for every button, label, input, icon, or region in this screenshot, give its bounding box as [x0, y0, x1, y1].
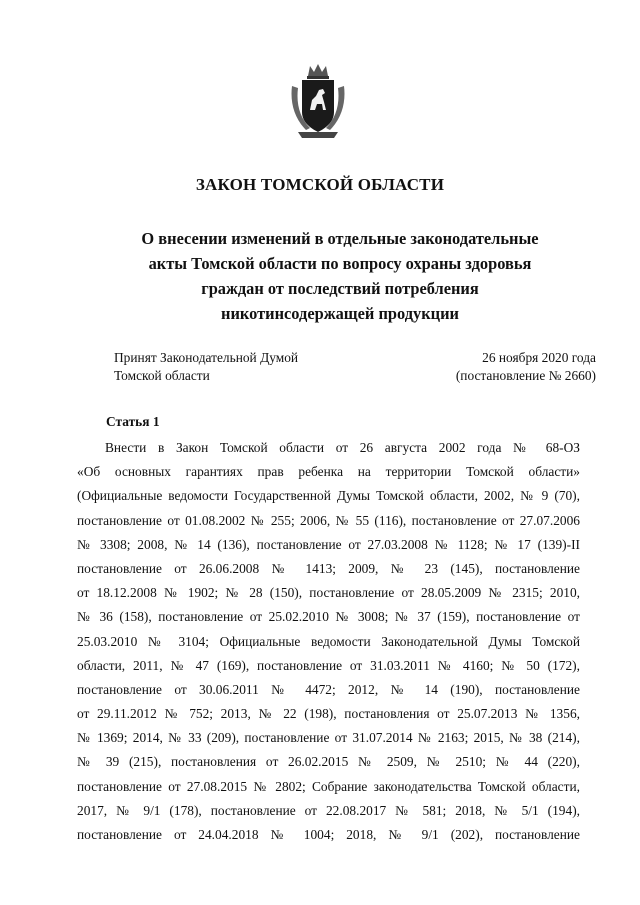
adopted-by-line: Принят Законодательной Думой	[114, 350, 299, 365]
article-line: «Об основных гарантиях прав ребенка на территории Томской области»	[77, 464, 580, 480]
article-line: постановление от 26.06.2008 № 1413; 2009, № 23 (145), постановление	[77, 560, 580, 576]
article-line: № 1369; 2014, № 33 (209), постановление от 31.07.2014 № 2163; 2015, № 38 (214),	[77, 730, 580, 746]
article-line: области, 2011, № 47 (169), постановление от 31.03.2011 № 4160; № 50 (172),	[77, 657, 580, 673]
article-line: (Официальные ведомости Государственной Думы Томской области, 2002, № 9 (70),	[77, 488, 580, 504]
adoption-date	[420, 349, 596, 385]
subject-line: граждан от последствий потребления	[201, 279, 479, 298]
article-line: № 3308; 2008, № 14 (136), постановление от 27.03.2008 № 1128; № 17 (139)-II	[77, 536, 580, 552]
subject-line: О внесении изменений в отдельные законодательные	[141, 229, 539, 248]
subject-line: акты Томской области по вопросу охраны здоровья	[148, 254, 532, 273]
article-line: постановление от 24.04.2018 № 1004; 2018, № 9/1 (202), постановление	[77, 827, 580, 842]
resolution-number: (постановление № 2660)	[455, 368, 596, 383]
law-subject	[90, 226, 590, 326]
article-line: от 18.12.2008 № 1902; № 28 (150), постановление от 28.05.2009 № 2315; 2010,	[77, 585, 580, 601]
tomsk-coat-of-arms-icon	[288, 62, 348, 140]
adoption-date-line: 26 ноября 2020 года	[482, 350, 596, 365]
article-line: Внести в Закон Томской области от 26 августа 2002 года № 68-ОЗ	[105, 440, 580, 455]
adopted-by	[114, 349, 298, 385]
article-line: 25.03.2010 № 3104; Официальные ведомости Законодательной Думы Томской	[77, 633, 580, 649]
subject-line: никотинсодержащей продукции	[221, 304, 459, 323]
article-heading: Статья 1	[106, 414, 160, 429]
article-body	[77, 436, 580, 847]
article-line: № 39 (215), постановления от 26.02.2015 № 2509, № 2510; № 44 (220),	[77, 754, 580, 770]
article-line: постановление от 30.06.2011 № 4472; 2012, № 14 (190), постановление	[77, 681, 580, 697]
article-line: от 29.11.2012 № 752; 2013, № 22 (198), постановления от 25.07.2013 № 1356,	[77, 706, 580, 722]
article-line: № 36 (158), постановление от 25.02.2010 № 3008; № 37 (159), постановление от	[77, 609, 580, 625]
article-line: постановление от 01.08.2002 № 255; 2006, № 55 (116), постановление от 27.07.2006	[77, 512, 580, 528]
adopted-by-line: Томской области	[114, 368, 210, 383]
article-line: 2017, № 9/1 (178), постановление от 22.08.2017 № 581; 2018, № 5/1 (194),	[77, 802, 580, 818]
law-title: ЗАКОН ТОМСКОЙ ОБЛАСТИ	[195, 175, 445, 194]
article-line: постановление от 27.08.2015 № 2802; Собрание законодательства Томской области,	[77, 778, 580, 794]
